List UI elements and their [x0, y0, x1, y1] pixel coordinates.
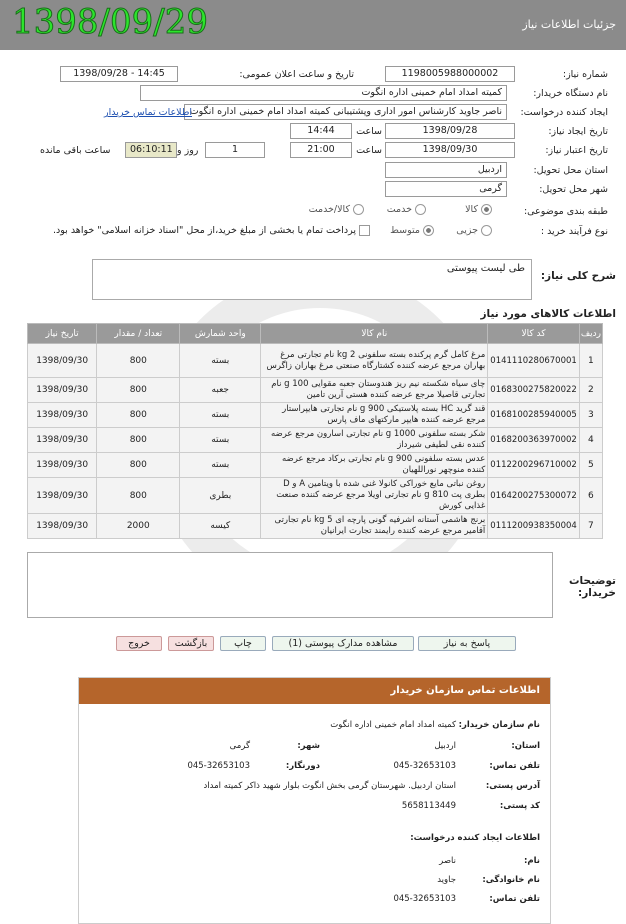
col-date: تاریخ نیاز [28, 324, 97, 344]
radio-selected-icon [423, 225, 434, 236]
contact-phone-label: تلفن تماس: [489, 761, 540, 771]
row-number: 5 [579, 453, 602, 478]
radio-icon [481, 225, 492, 236]
category-both-option[interactable]: کالا/خدمت [309, 204, 364, 215]
notes-label: توضیحات خریدار: [568, 575, 616, 599]
col-qty: تعداد / مقدار [97, 324, 180, 344]
deadline-time-field: 21:00 [290, 142, 352, 158]
created-date-field: 1398/09/28 [385, 123, 515, 139]
back-button[interactable]: بازگشت [168, 636, 214, 651]
radio-icon [415, 204, 426, 215]
contact-city-value: گرمی [229, 741, 250, 751]
item-name: چای سیاه شکسته نیم ریز هندوستان جعبه مقوایی 100 g نام تجارتی قاصیلا مرجع عرضه کننده هستی آرین تامین [261, 378, 488, 403]
contact-panel-title: اطلاعات تماس سازمان خریدار [79, 678, 550, 704]
col-name: نام کالا [261, 324, 488, 344]
created-time-field: 14:44 [290, 123, 352, 139]
reply-button[interactable]: پاسخ به نیاز [418, 636, 516, 651]
radio-selected-icon [481, 204, 492, 215]
col-row: ردیف [579, 324, 602, 344]
city-field: گرمی [385, 181, 507, 197]
address-value: استان اردبیل. شهرستان گرمی بخش انگوت بلوار شهید ذاکر کمیته امداد [203, 781, 456, 791]
days-field: 1 [205, 142, 265, 158]
row-number: 2 [579, 378, 602, 403]
purchase-type-label: نوع فرآیند خرید : [540, 226, 608, 237]
notes-textarea[interactable] [27, 552, 553, 618]
category-goods-option[interactable]: کالا [465, 204, 492, 215]
item-code: 0111200938350004 [488, 514, 580, 539]
category-label: طبقه بندی موضوعی: [523, 206, 608, 217]
table-row [28, 514, 603, 539]
announce-label: تاریخ و ساعت اعلان عمومی: [239, 69, 354, 80]
row-number: 6 [579, 478, 602, 514]
item-qty: 800 [97, 403, 180, 428]
buyer-field: کمیته امداد امام خمینی اداره انگوت [140, 85, 507, 101]
contact-city-label: شهر: [297, 741, 320, 751]
buyer-label: نام دستگاه خریدار: [533, 88, 608, 99]
contact-fax-label: دورنگار: [285, 761, 320, 771]
view-attachments-button[interactable]: مشاهده مدارک پیوستی (1) [272, 636, 414, 651]
description-textarea: طی لیست پیوستی [92, 259, 532, 300]
col-unit: واحد شمارش [180, 324, 261, 344]
contact-province-value: اردبیل [434, 741, 456, 751]
item-code: 0168300275820022 [488, 378, 580, 403]
need-number-field: 1198005988000002 [385, 66, 515, 82]
creator-fname-label: نام: [523, 856, 540, 866]
item-date: 1398/09/30 [28, 344, 97, 378]
city-label: شهر محل تحویل: [539, 184, 608, 195]
col-code: کد کالا [488, 324, 580, 344]
exit-button[interactable]: خروج [116, 636, 162, 651]
item-name: عدس بسته سلفونی 900 g نام تجارتی برکاد مرجع عرضه کننده منوچهر نوراللهیان [261, 453, 488, 478]
announce-field: 1398/09/28 - 14:45 [60, 66, 178, 82]
big-date-stamp: 1398/09/29 [12, 2, 208, 42]
table-row [28, 378, 603, 403]
item-qty: 2000 [97, 514, 180, 539]
item-name: روغن نباتی مایع خوراکی کانولا غنی شده با ویتامین A و D بطری پت 810 g نام تجارتی اویلا مرجع عرضه کننده صنعت غذایی کورش [261, 478, 488, 514]
row-number: 4 [579, 428, 602, 453]
items-table [27, 323, 603, 539]
province-field: اردبیل [385, 162, 507, 178]
deadline-date-field: 1398/09/30 [385, 142, 515, 158]
creator-phone-label: تلفن تماس: [489, 894, 540, 904]
item-name: برنج هاشمی آستانه اشرفیه گونی پارچه ای 5 kg نام تجارتی آقامیر مرجع عرضه کننده رایمند تجارت ایرانیان [261, 514, 488, 539]
buyer-contact-panel [78, 677, 551, 924]
creator-lname-label: نام خانوادگی: [482, 875, 540, 885]
days-label: روز و [177, 145, 199, 156]
item-code: 0168200363970002 [488, 428, 580, 453]
items-section-title: اطلاعات کالاهای مورد نیاز [480, 308, 616, 320]
row-number: 1 [579, 344, 602, 378]
item-unit: بسته [180, 453, 261, 478]
postal-value: 5658113449 [401, 801, 456, 811]
item-unit: کیسه [180, 514, 261, 539]
org-label: نام سازمان خریدار: [458, 720, 540, 730]
item-date: 1398/09/30 [28, 403, 97, 428]
creator-phone-value: 045-32653103 [393, 894, 456, 904]
item-code: 0141110280670001 [488, 344, 580, 378]
org-value: کمیته امداد امام خمینی اداره انگوت [330, 720, 456, 730]
table-row [28, 344, 603, 378]
table-row [28, 478, 603, 514]
creator-label: ایجاد کننده درخواست: [520, 107, 608, 118]
item-name: مرغ کامل گرم پرکنده بسته سلفونی 2 kg نام تجارتی مرغ بهاران مرجع عرضه کننده کشتارگاه صنعتی مرغ بهاران زاگرس [261, 344, 488, 378]
item-code: 0168100285940005 [488, 403, 580, 428]
table-row [28, 428, 603, 453]
item-qty: 800 [97, 453, 180, 478]
item-qty: 800 [97, 478, 180, 514]
item-unit: بطری [180, 478, 261, 514]
contact-phone-value: 045-32653103 [393, 761, 456, 771]
contact-province-label: استان: [511, 741, 540, 751]
buyer-contact-link[interactable]: اطلاعات تماس خریدار [104, 107, 193, 118]
item-date: 1398/09/30 [28, 428, 97, 453]
item-name: قند گرید HC بسته پلاستیکی 900 g نام تجارتی هایپراستار مرجع عرضه کننده هایپر مارکتهای ماف پارس [261, 403, 488, 428]
need-number-label: شماره نیاز: [562, 69, 608, 80]
item-qty: 800 [97, 428, 180, 453]
item-unit: بسته [180, 428, 261, 453]
item-name: شکر بسته سلفونی 1000 g نام تجارتی اسارون مرجع عرضه کننده نقی لطیفی شیرداز [261, 428, 488, 453]
creator-field: ناصر جاوید کارشناس امور اداری وپشتیبانی کمیته امداد امام خمینی اداره انگوت [184, 104, 507, 120]
province-label: استان محل تحویل: [533, 165, 608, 176]
item-date: 1398/09/30 [28, 478, 97, 514]
item-unit: بسته [180, 344, 261, 378]
item-code: 0112200296710002 [488, 453, 580, 478]
radio-icon [353, 204, 364, 215]
row-number: 3 [579, 403, 602, 428]
deadline-label: تاریخ اعتبار نیاز: [545, 145, 608, 156]
created-date-label: تاریخ ایجاد نیاز: [548, 126, 608, 137]
remaining-time-field: 06:10:11 [125, 142, 177, 158]
payment-note[interactable]: پرداخت تمام یا بخشی از مبلغ خرید،از محل "اسناد خزانه اسلامی" خواهد بود. [53, 225, 370, 236]
contact-fax-value: 045-32653103 [187, 761, 250, 771]
remaining-label: ساعت باقی مانده [40, 145, 111, 156]
item-qty: 800 [97, 344, 180, 378]
row-number: 7 [579, 514, 602, 539]
item-date: 1398/09/30 [28, 514, 97, 539]
process-partial-option[interactable]: جزیی [456, 225, 492, 236]
item-qty: 800 [97, 378, 180, 403]
item-date: 1398/09/30 [28, 378, 97, 403]
checkbox-icon [359, 225, 370, 236]
creator-lname-value: جاوید [437, 875, 456, 885]
creator-fname-value: ناصر [439, 856, 456, 866]
item-date: 1398/09/30 [28, 453, 97, 478]
description-label: شرح کلی نیاز: [540, 270, 616, 282]
print-button[interactable]: چاپ [220, 636, 266, 651]
creator-info-title: اطلاعات ایجاد کننده درخواست: [410, 833, 540, 843]
postal-label: کد پستی: [499, 801, 540, 811]
page-title: جزئیات اطلاعات نیاز [522, 18, 616, 31]
category-service-option[interactable]: خدمت [387, 204, 426, 215]
created-time-label: ساعت [356, 126, 382, 137]
address-label: آدرس پستی: [485, 781, 540, 791]
deadline-time-label: ساعت [356, 145, 382, 156]
item-code: 0164200275300072 [488, 478, 580, 514]
item-unit: بسته [180, 403, 261, 428]
process-medium-option[interactable]: متوسط [390, 225, 434, 236]
header-bar [0, 0, 626, 50]
item-unit: جعبه [180, 378, 261, 403]
table-row [28, 403, 603, 428]
table-row [28, 453, 603, 478]
